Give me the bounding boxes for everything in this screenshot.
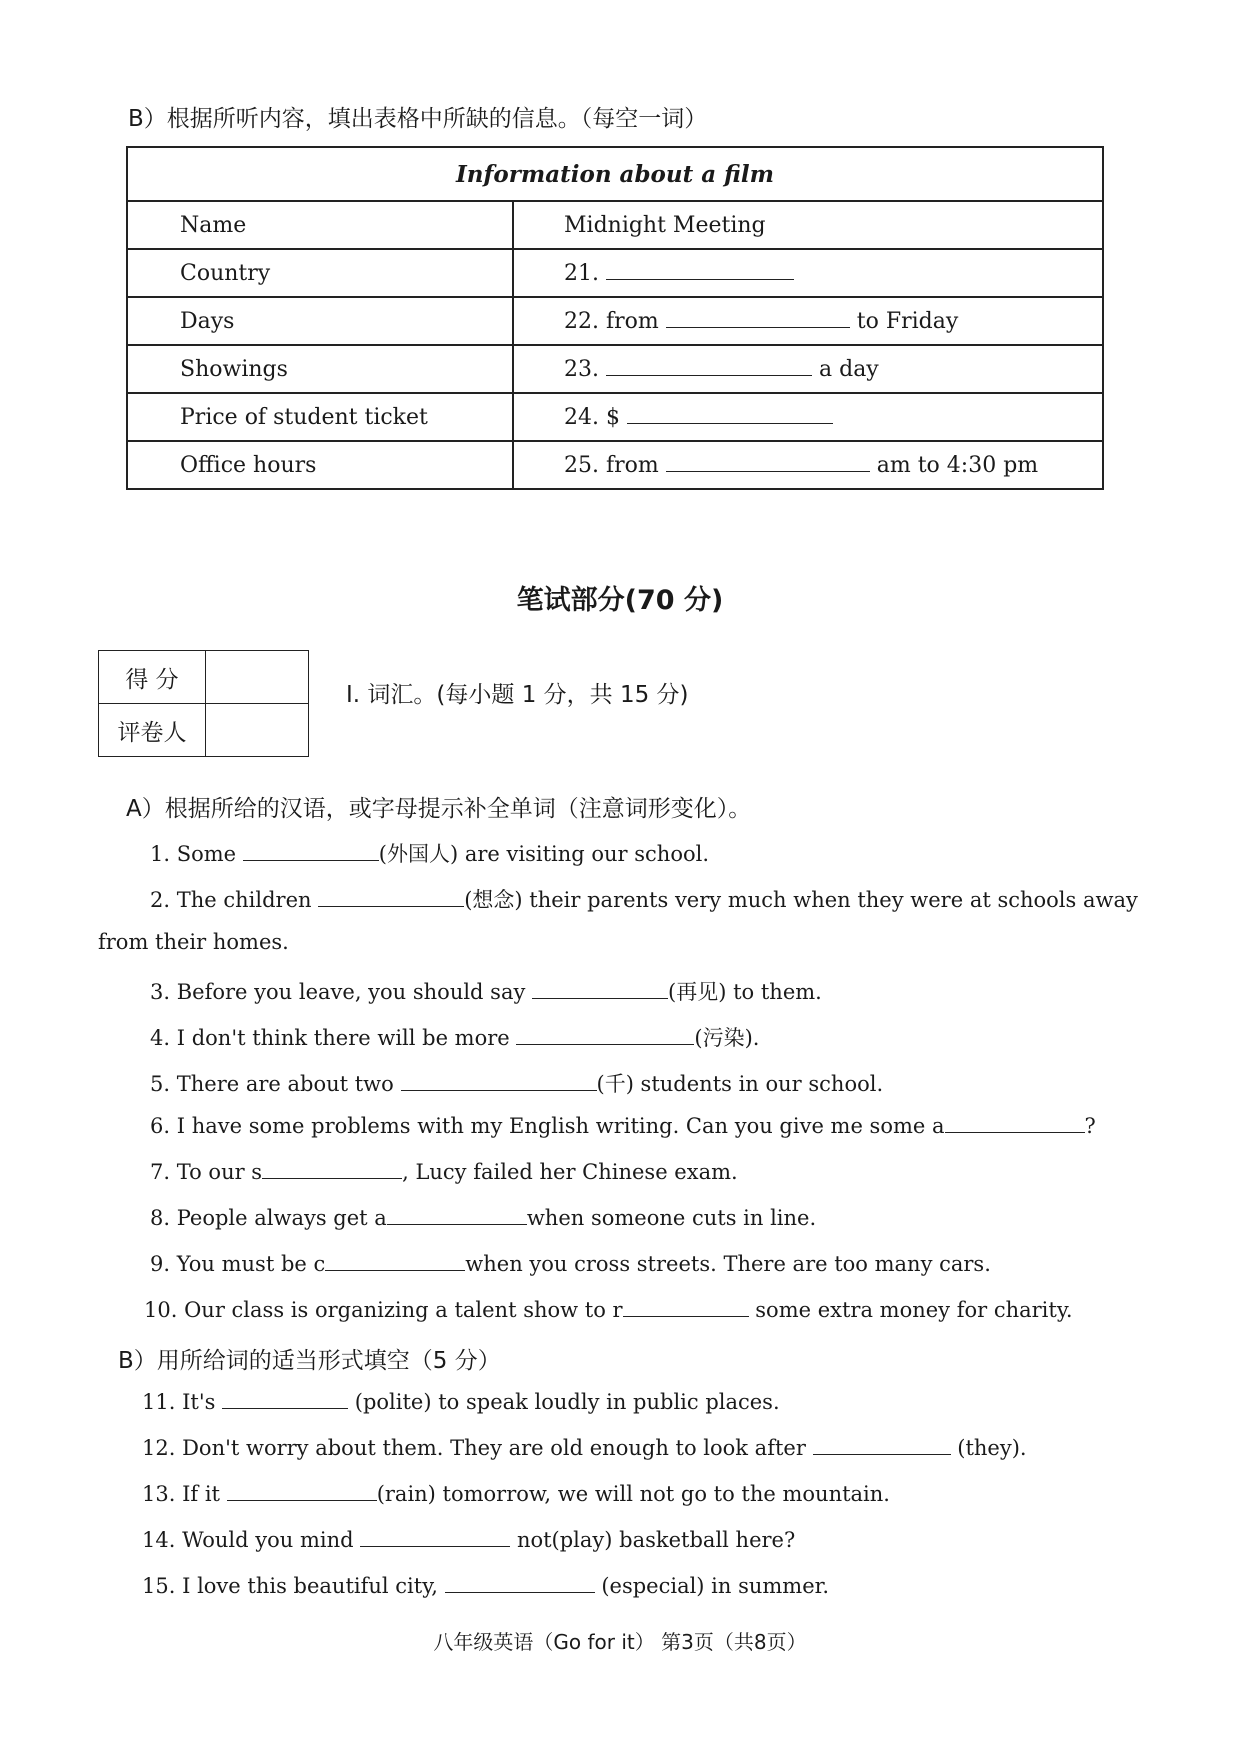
score-cell[interactable] bbox=[206, 651, 309, 704]
question-text: There are about two bbox=[176, 1072, 394, 1096]
question-text: Would you mind bbox=[182, 1528, 354, 1552]
row-prefix: 25. from bbox=[564, 452, 659, 478]
question-number: 3. bbox=[150, 980, 171, 1004]
question-number: 13. bbox=[142, 1482, 176, 1506]
question-text: Some bbox=[176, 842, 237, 866]
answer-blank[interactable] bbox=[945, 1114, 1085, 1133]
question-text: Don't worry about them. They are old enough to look after bbox=[182, 1436, 806, 1460]
question-text: some extra money for charity. bbox=[755, 1298, 1073, 1322]
question-text: (especial) in summer. bbox=[601, 1574, 830, 1598]
row-suffix: am to 4:30 pm bbox=[876, 452, 1039, 478]
question-item bbox=[142, 1390, 780, 1414]
page-footer: 八年级英语（Go for it） 第3页（共8页） bbox=[433, 1630, 807, 1654]
answer-blank[interactable] bbox=[623, 1298, 749, 1317]
answer-blank[interactable] bbox=[532, 980, 668, 999]
question-number: 15. bbox=[142, 1574, 176, 1598]
question-item bbox=[150, 976, 822, 1006]
row-label: Office hours bbox=[127, 441, 513, 489]
table-row bbox=[127, 393, 1103, 441]
question-text: It's bbox=[182, 1390, 216, 1414]
score-box bbox=[98, 650, 309, 757]
question-item bbox=[150, 1206, 816, 1230]
answer-blank[interactable] bbox=[325, 1252, 465, 1271]
answer-blank[interactable] bbox=[516, 1026, 694, 1045]
question-item bbox=[150, 1252, 991, 1276]
question-item bbox=[142, 1436, 1027, 1460]
part-b-heading: B）用所给词的适当形式填空（5 分） bbox=[118, 1348, 501, 1374]
question-text: You must be c bbox=[176, 1252, 326, 1276]
question-number: 9. bbox=[150, 1252, 171, 1276]
answer-blank[interactable] bbox=[262, 1160, 402, 1179]
question-text: To our s bbox=[176, 1160, 263, 1184]
table-row bbox=[127, 441, 1103, 489]
row-prefix: 21. bbox=[564, 260, 599, 286]
question-text: I have some problems with my English writing. Can you give me some a bbox=[176, 1114, 945, 1138]
answer-blank[interactable] bbox=[227, 1482, 377, 1501]
row-label: Days bbox=[127, 297, 513, 345]
question-text: , Lucy failed her Chinese exam. bbox=[402, 1160, 738, 1184]
question-text: I love this beautiful city, bbox=[182, 1574, 438, 1598]
question-number: 4. bbox=[150, 1026, 171, 1050]
answer-blank[interactable] bbox=[360, 1528, 510, 1547]
answer-blank[interactable] bbox=[445, 1574, 595, 1593]
question-number: 10. bbox=[144, 1298, 178, 1322]
question-item bbox=[150, 884, 1138, 914]
table-row bbox=[127, 249, 1103, 297]
answer-blank[interactable] bbox=[222, 1390, 348, 1409]
question-text: (polite) to speak loudly in public places. bbox=[354, 1390, 780, 1414]
part-a-heading: A）根据所给的汉语，或字母提示补全单词（注意词形变化）。 bbox=[126, 796, 752, 822]
question-text: not(play) basketball here? bbox=[516, 1528, 796, 1552]
answer-blank[interactable] bbox=[401, 1072, 597, 1091]
question-text: (千) students in our school. bbox=[596, 1072, 884, 1096]
question-item bbox=[150, 1160, 738, 1184]
question-item bbox=[142, 1482, 890, 1506]
question-text: (再见) to them. bbox=[668, 980, 822, 1004]
question-text: Our class is organizing a talent show to r bbox=[184, 1298, 623, 1322]
question-item bbox=[144, 1298, 1073, 1322]
section-b-heading: B）根据所听内容，填出表格中所缺的信息。（每空一词） bbox=[128, 106, 708, 132]
question-number: 1. bbox=[150, 842, 171, 866]
row-label: Showings bbox=[127, 345, 513, 393]
answer-blank[interactable] bbox=[627, 405, 833, 424]
question-text: (污染). bbox=[694, 1026, 760, 1050]
question-item bbox=[150, 838, 709, 868]
row-label: Country bbox=[127, 249, 513, 297]
question-number: 8. bbox=[150, 1206, 171, 1230]
answer-blank[interactable] bbox=[387, 1206, 527, 1225]
table-row bbox=[127, 297, 1103, 345]
question-number: 14. bbox=[142, 1528, 176, 1552]
table-row bbox=[127, 201, 1103, 249]
question-item bbox=[142, 1574, 829, 1598]
question-text: (外国人) are visiting our school. bbox=[378, 842, 710, 866]
row-label: Price of student ticket bbox=[127, 393, 513, 441]
row-prefix: 24. $ bbox=[564, 404, 620, 430]
written-section-title: 笔试部分(70 分) bbox=[516, 585, 724, 616]
question-text: ? bbox=[1084, 1114, 1096, 1138]
grader-label: 评卷人 bbox=[99, 704, 206, 757]
question-text: (they). bbox=[957, 1436, 1027, 1460]
question-text: If it bbox=[182, 1482, 220, 1506]
answer-blank[interactable] bbox=[606, 357, 812, 376]
question-text: when you cross streets. There are too many cars. bbox=[465, 1252, 991, 1276]
question-item bbox=[150, 1022, 759, 1052]
row-label: Name bbox=[127, 201, 513, 249]
question-text: People always get a bbox=[176, 1206, 387, 1230]
question-text: when someone cuts in line. bbox=[526, 1206, 817, 1230]
question-number: 11. bbox=[142, 1390, 176, 1414]
film-info-table bbox=[126, 146, 1104, 490]
question-item bbox=[142, 1528, 795, 1552]
question-number: 5. bbox=[150, 1072, 171, 1096]
score-label: 得 分 bbox=[99, 651, 206, 704]
row-suffix: a day bbox=[819, 356, 879, 382]
question-text: from their homes. bbox=[98, 930, 289, 954]
part1-title: Ⅰ. 词汇。(每小题 1 分，共 15 分) bbox=[346, 682, 689, 708]
question-number: 6. bbox=[150, 1114, 171, 1138]
row-prefix: 22. from bbox=[564, 308, 659, 334]
question-number: 7. bbox=[150, 1160, 171, 1184]
question-item bbox=[150, 1068, 883, 1098]
film-table-title: Information about a film bbox=[127, 147, 1103, 201]
answer-blank[interactable] bbox=[318, 888, 464, 907]
grader-cell[interactable] bbox=[206, 704, 309, 757]
question-text: I don't think there will be more bbox=[176, 1026, 510, 1050]
question-number: 12. bbox=[142, 1436, 176, 1460]
question-text: The children bbox=[176, 888, 312, 912]
answer-blank[interactable] bbox=[813, 1436, 951, 1455]
row-value: Midnight Meeting bbox=[513, 201, 1103, 249]
question-item bbox=[150, 1114, 1096, 1138]
question-text: Before you leave, you should say bbox=[176, 980, 526, 1004]
question-text: (想念) their parents very much when they were at schools away bbox=[464, 888, 1138, 912]
row-suffix: to Friday bbox=[856, 308, 959, 334]
row-prefix: 23. bbox=[564, 356, 599, 382]
question-number: 2. bbox=[150, 888, 171, 912]
question-text: (rain) tomorrow, we will not go to the mountain. bbox=[376, 1482, 890, 1506]
answer-blank[interactable] bbox=[606, 261, 794, 280]
answer-blank[interactable] bbox=[243, 842, 379, 861]
table-row bbox=[127, 345, 1103, 393]
answer-blank[interactable] bbox=[666, 453, 870, 472]
answer-blank[interactable] bbox=[666, 309, 850, 328]
question-continuation bbox=[98, 930, 289, 954]
